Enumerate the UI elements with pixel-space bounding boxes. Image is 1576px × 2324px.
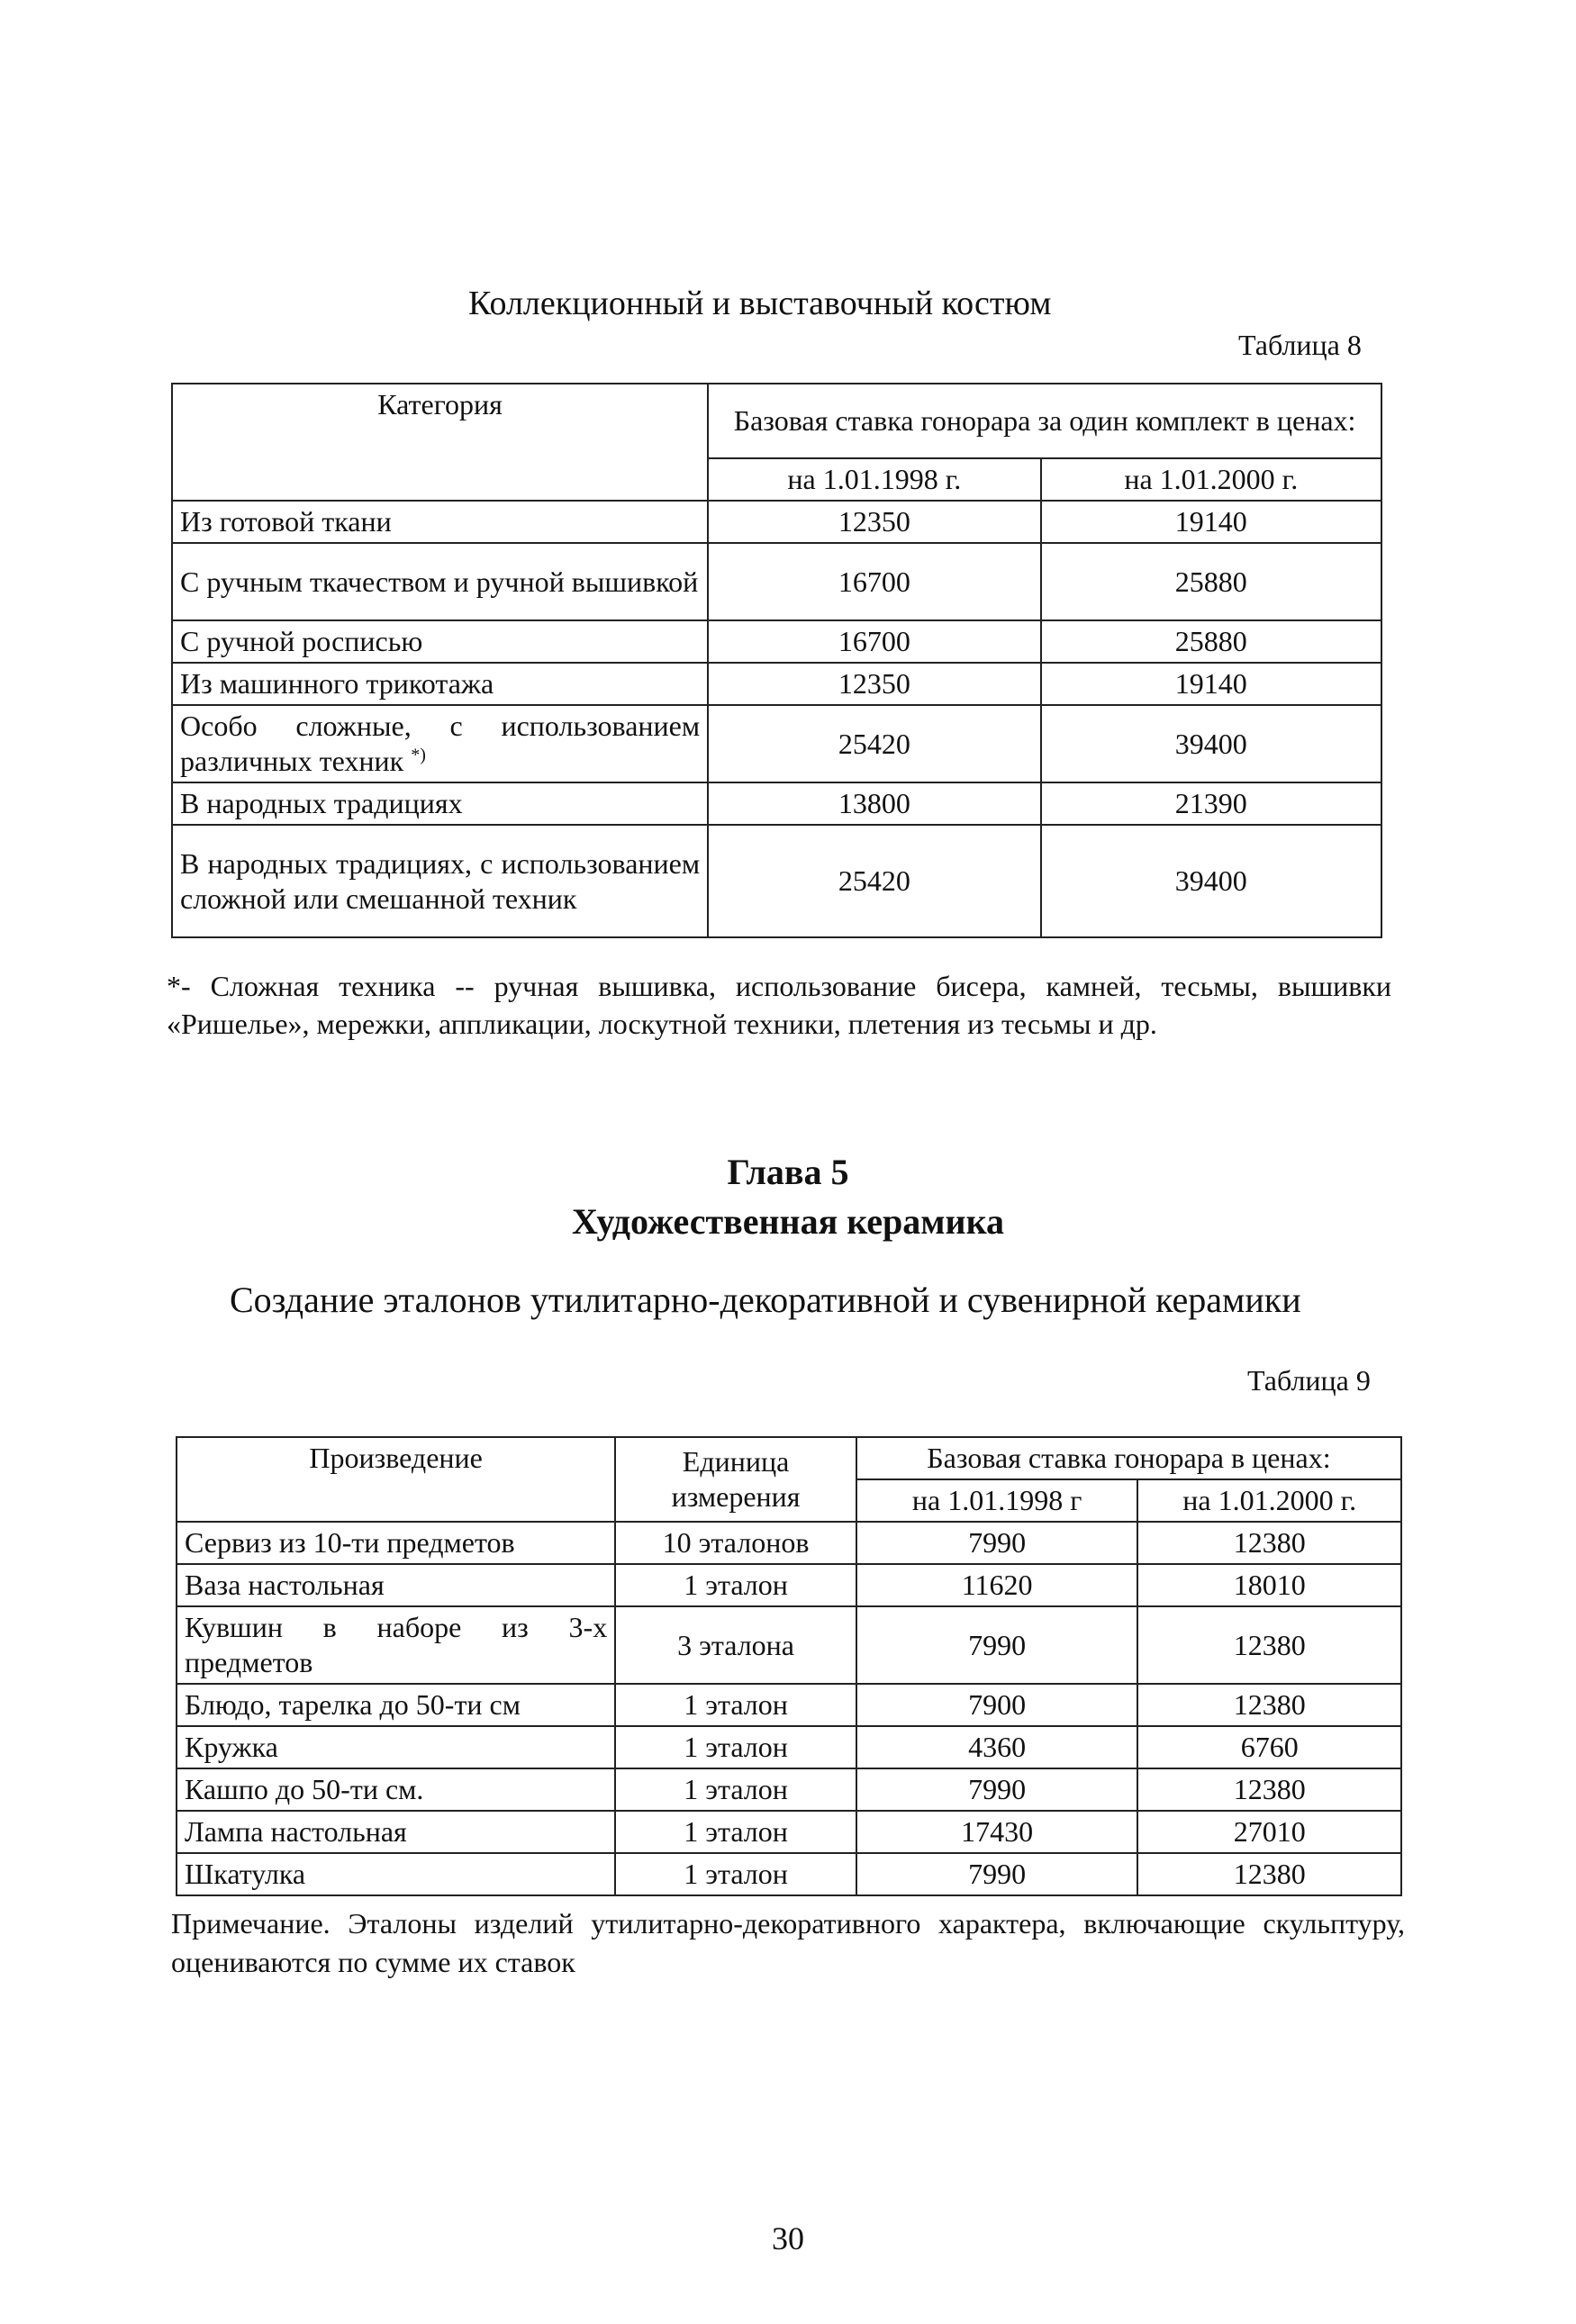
table9-label: Таблица 9 (1247, 1364, 1371, 1397)
table-row: Особо сложные, с использованием различных техник *) 25420 39400 (172, 705, 1381, 782)
table8-label: Таблица 8 (1238, 329, 1362, 361)
table8-header-category: Категория (172, 384, 708, 501)
table-row: Шкатулка 1 эталон 7990 12380 (177, 1853, 1401, 1895)
table-row: Кружка 1 эталон 4360 6760 (177, 1726, 1401, 1768)
table9-header-rate: Базовая ставка гонорара в ценах: (856, 1437, 1401, 1479)
footnote-mark: *) (411, 745, 426, 765)
table8 (171, 383, 1382, 938)
table-row: Блюдо, тарелка до 50-ти см 1 эталон 7900 12380 (177, 1684, 1401, 1726)
table-row: Лампа настольная 1 эталон 17430 27010 (177, 1811, 1401, 1853)
table9-header-work: Произведение (177, 1437, 615, 1522)
table8-header-1998: на 1.01.1998 г. (708, 458, 1040, 501)
table9-note: Примечание. Эталоны изделий утилитарно-декоративного характера, включающие скульптуру, оцениваются по сумме их ставок (171, 1907, 1405, 1978)
table-row: В народных традициях 13800 21390 (172, 782, 1381, 825)
table9-header-1998: на 1.01.1998 г (856, 1479, 1138, 1522)
table-row: Сервиз из 10-ти предметов 10 эталонов 7990 12380 (177, 1522, 1401, 1564)
table8-header-2000: на 1.01.2000 г. (1041, 458, 1381, 501)
section-subtitle: Создание эталонов утилитарно-декоративной и сувенирной керамики (230, 1280, 1301, 1320)
table9-header-2000: на 1.01.2000 г. (1137, 1479, 1401, 1522)
chapter-title: Художественная керамика (571, 1201, 1005, 1242)
table-row: Из машинного трикотажа 12350 19140 (172, 663, 1381, 705)
table-row: В народных традициях, с использованием сложной или смешанной техник 25420 39400 (172, 825, 1381, 937)
section-title: Коллекционный и выставочный костюм (468, 285, 1052, 322)
table8-header-rate: Базовая ставка гонорара за один комплект в ценах: (708, 384, 1381, 458)
table-row: С ручной росписью 16700 25880 (172, 620, 1381, 663)
table-row: Кувшин в наборе из 3-х предметов 3 эталона 7990 12380 (177, 1606, 1401, 1684)
page-number: 30 (772, 2220, 804, 2256)
table-row: Кашпо до 50-ти см. 1 эталон 7990 12380 (177, 1768, 1401, 1811)
table9 (176, 1436, 1402, 1896)
table8-footnote: *- Сложная техника -- ручная вышивка, использование бисера, камней, тесьмы, вышивки «Ришелье», мережки, аппликации, лоскутной техники, плетения из тесьмы и др. (167, 970, 1391, 1040)
chapter-number: Глава 5 (727, 1152, 849, 1192)
table-row: С ручным ткачеством и ручной вышивкой 16700 25880 (172, 543, 1381, 620)
table9-header-unit: Единица измерения (615, 1437, 856, 1522)
table-row: Ваза настольная 1 эталон 11620 18010 (177, 1564, 1401, 1606)
table-row: Из готовой ткани 12350 19140 (172, 501, 1381, 543)
